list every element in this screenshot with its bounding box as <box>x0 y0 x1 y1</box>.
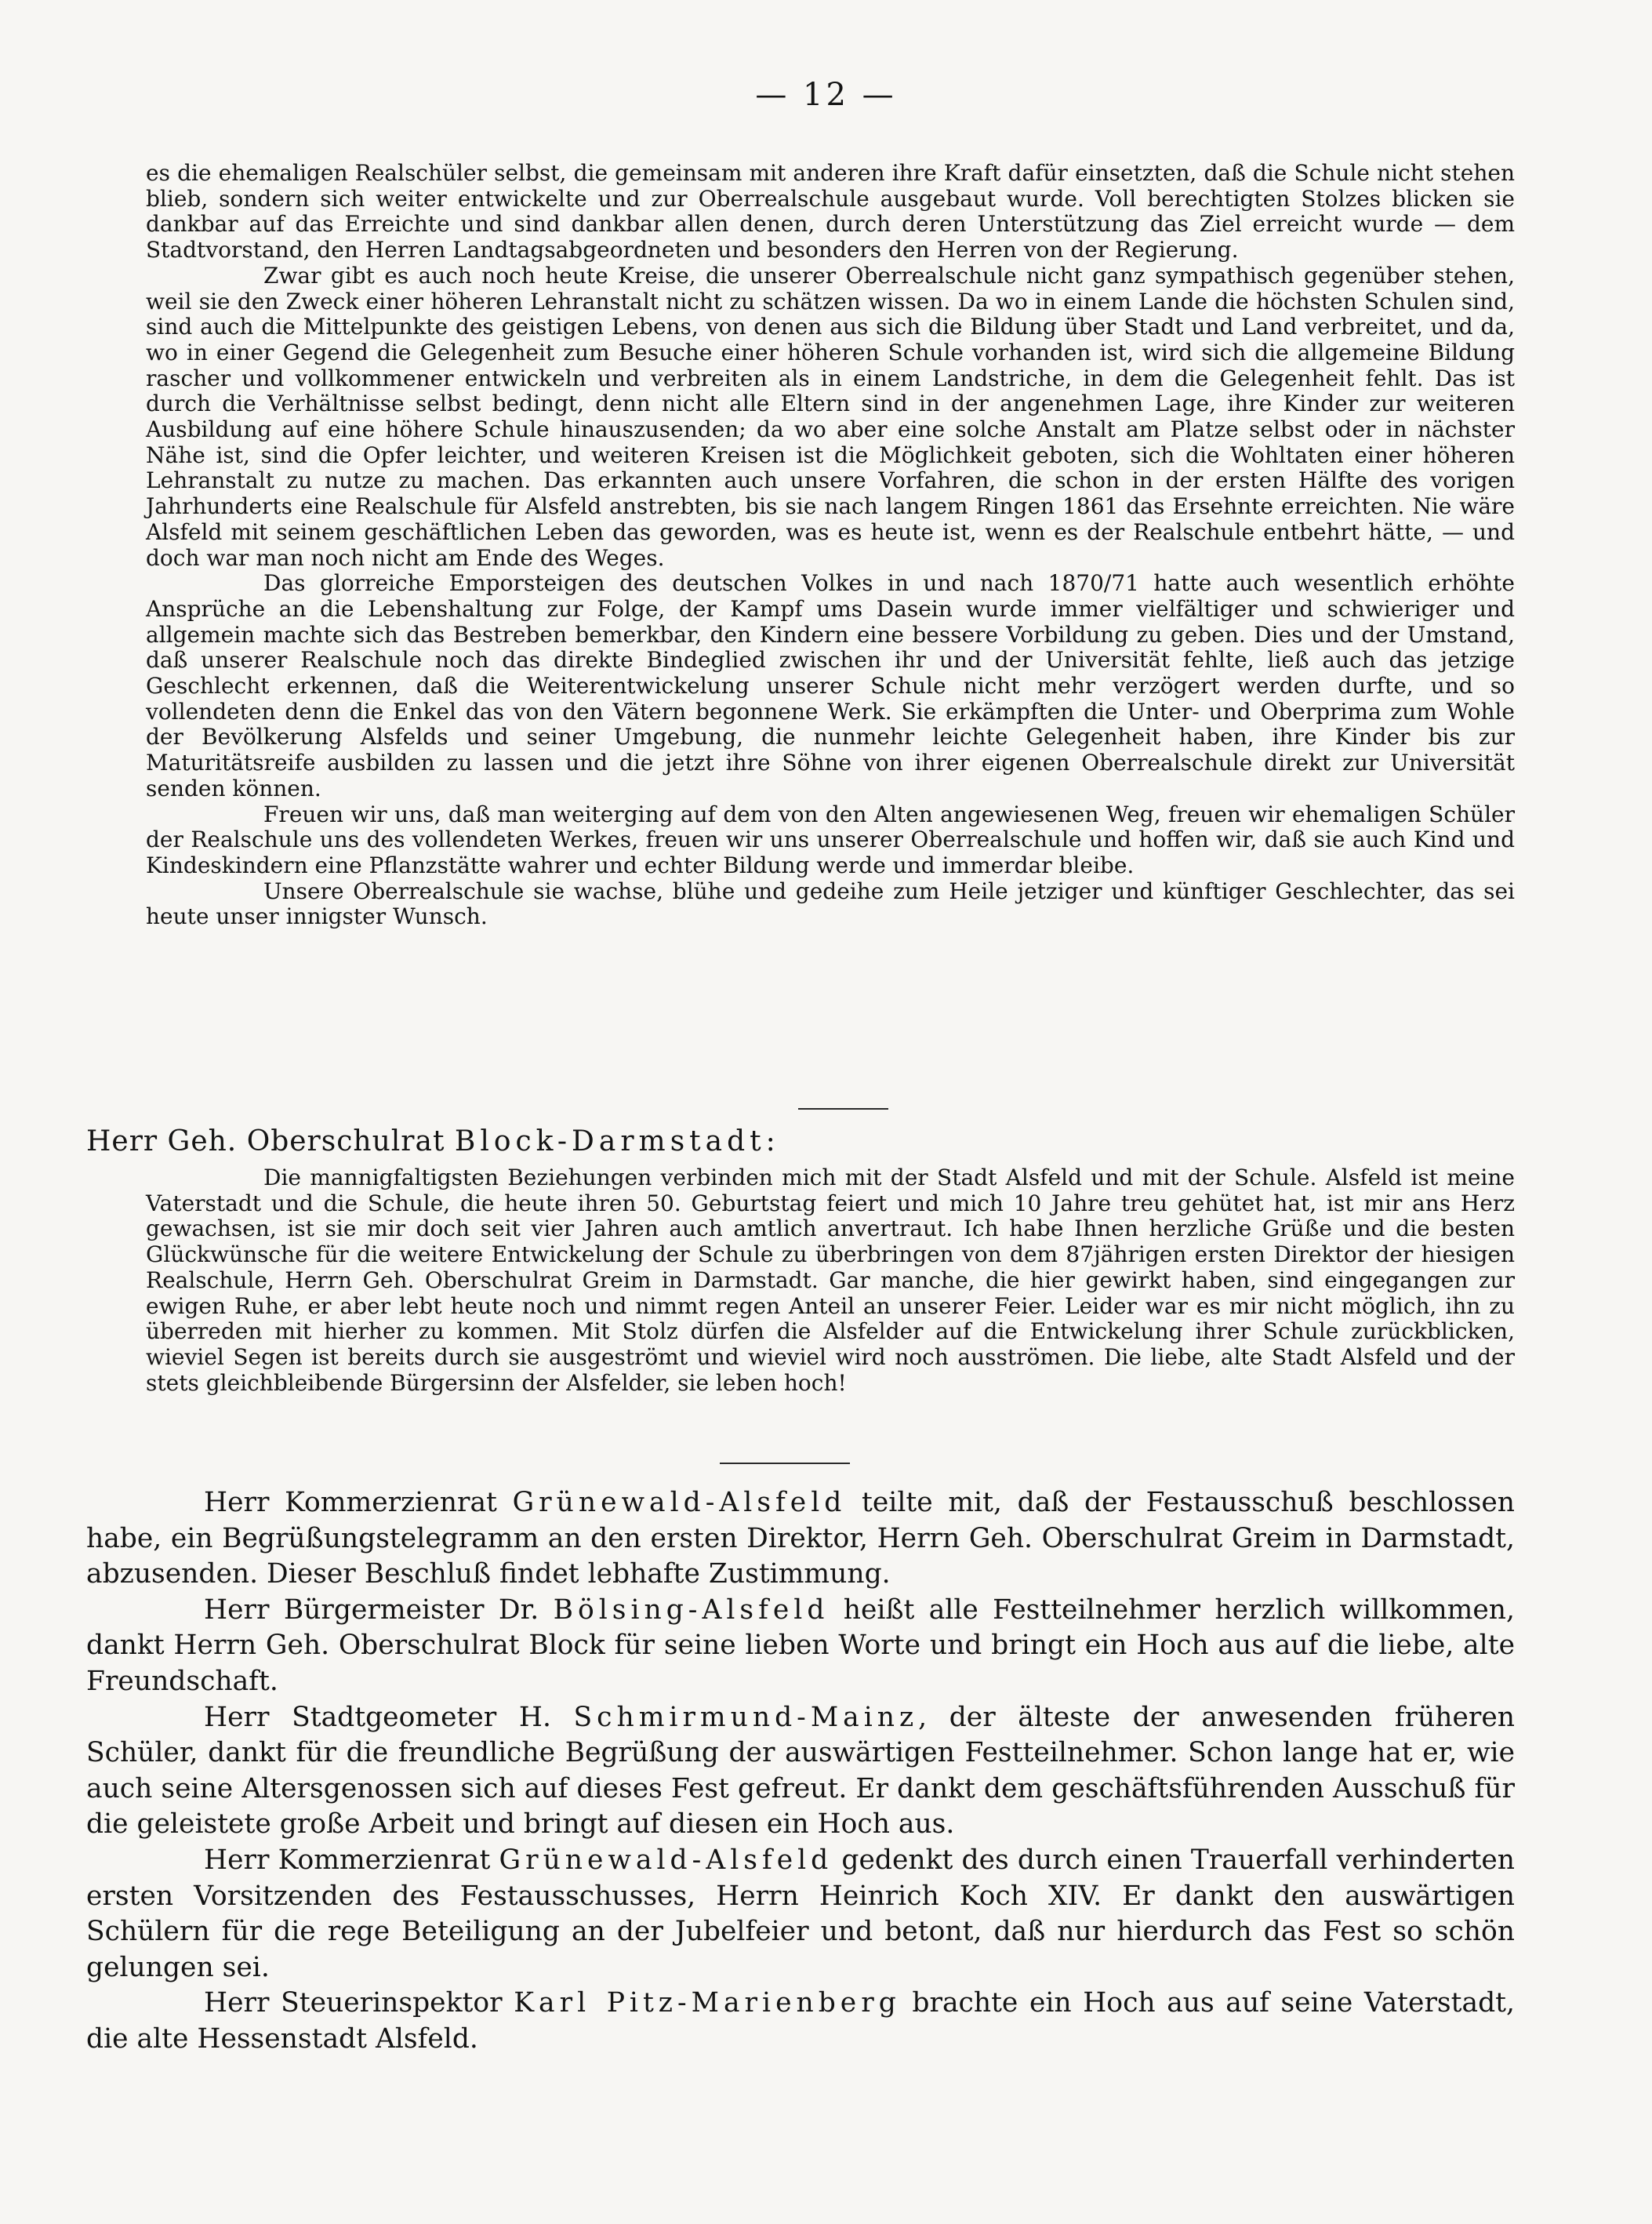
speaker-name: Schmirmund-Mainz <box>573 1701 919 1733</box>
section-divider <box>798 1108 888 1110</box>
paragraph: Herr Steuerinspektor Karl Pitz-Marienberg brachte ein Hoch aus auf seine Vaterstadt, die alte Hessenstadt Alsfeld. <box>86 1987 1515 2055</box>
speaker-name: Bölsing-Alsfeld <box>553 1594 830 1626</box>
section-block-speech <box>86 1126 1515 1157</box>
paragraph: Herr Bürgermeister Dr. Bölsing-Alsfeld heißt alle Festteilnehmer herzlich willkommen, dankt Herrn Geh. Oberschulrat Block für seine lieben Worte und bringt ein Hoch aus auf die liebe, alte Freundschaft. <box>86 1594 1515 1697</box>
paragraph: es die ehemaligen Realschüler selbst, die gemeinsam mit anderen ihre Kraft dafür einsetzten, daß die Schule nicht stehen blieb, sondern sich weiter entwickelte und zur Oberrealschule ausgebaut wurde. Voll berechtigten Stolzes blicken sie dankbar auf das Erreichte und sind dankbar allen denen, durch deren Unterstützung das Ziel erreicht wurde — dem Stadtvorstand, den Herren Landtagsabgeordneten und besonders den Herren von der Regierung. <box>146 160 1515 263</box>
section-divider <box>720 1463 850 1464</box>
section-proceedings <box>86 1485 1515 2058</box>
speaker-name: Block-Darmstadt: <box>454 1125 780 1157</box>
paragraph: Herr Stadtgeometer H. Schmirmund-Mainz, der älteste der anwesenden früheren Schüler, dankt für die freundliche Begrüßung der auswärtigen Festteilnehmer. Schon lange hat er, wie auch seine Altersgenossen sich auf dieses Fest gefreut. Er dankt dem geschäftsführenden Ausschuß für die geleistete große Arbeit und bringt auf diesen ein Hoch aus. <box>86 1701 1515 1841</box>
section-speech-continuation <box>146 161 1515 930</box>
paragraph: Die mannigfaltigsten Beziehungen verbinden mich mit der Stadt Alsfeld und mit der Schule. Alsfeld ist meine Vaterstadt und die Schule, die heute ihren 50. Geburtstag feiert und mich 10 Jahre treu gehütet hat, ist mir ans Herz gewachsen, ist sie mir doch seit vier Jahren auch amtlich anvertraut. Ich habe Ihnen herzliche Grüße und die besten Glückwünsche für die weitere Entwickelung der Schule zu überbringen von dem 87jährigen ersten Direktor der hiesigen Realschule, Herrn Geh. Oberschulrat Greim in Darmstadt. Gar manche, die hier gewirkt haben, sind eingegangen zur ewigen Ruhe, er aber lebt heute noch und nimmt regen Anteil an unserer Feier. Leider war es mir nicht möglich, ihn zu überreden mit hierher zu kommen. Mit Stolz dürfen die Alsfelder auf die Entwickelung ihrer Schule zurückblicken, wieviel Segen ist bereits durch sie ausgeströmt und wieviel wird noch ausströmen. Die liebe, alte Stadt Alsfeld und der stets gleichbleibende Bürgersinn der Alsfelder, sie leben hoch! <box>146 1165 1515 1396</box>
speaker-title: Herr Geh. Oberschulrat <box>86 1125 455 1157</box>
page-number: — 12 — <box>755 77 897 113</box>
speaker-name: Grünewald-Alsfeld <box>512 1487 847 1518</box>
speaker-heading <box>86 1126 1515 1157</box>
paragraph: Zwar gibt es auch noch heute Kreise, die unserer Oberrealschule nicht ganz sympathisch gegenüber stehen, weil sie den Zweck einer höheren Lehranstalt nicht zu schätzen wissen. Da wo in einem Lande die höchsten Schulen sind, sind auch die Mittelpunkte des geistigen Lebens, von denen aus sich die Bildung über Stadt und Land verbreitet, und da, wo in einer Gegend die Gelegenheit zum Besuche einer höheren Schule vorhanden ist, wird sich die allgemeine Bildung rascher und vollkommener entwickeln und verbreiten als in einem Landstriche, in dem die Gelegenheit fehlt. Das ist durch die Verhältnisse selbst bedingt, denn nicht alle Eltern sind in der angenehmen Lage, ihre Kinder zur weiteren Ausbildung auf eine höhere Schule hinauszusenden; da wo aber eine solche Anstalt am Platze selbst oder in nächster Nähe ist, sind die Opfer leichter, und weiteren Kreisen ist die Möglichkeit geboten, sich die Wohltaten einer höheren Lehranstalt zu nutze zu machen. Das erkannten auch unsere Vorfahren, die schon in der ersten Hälfte des vorigen Jahrhunderts eine Realschule für Alsfeld anstrebten, bis sie nach langem Ringen 1861 das Ersehnte erreichten. Nie wäre Alsfeld mit seinem geschäftlichen Leben das geworden, was es heute ist, wenn es der Realschule entbehrt hätte, — und doch war man noch nicht am Ende des Weges. <box>146 262 1515 571</box>
paragraph: Unsere Oberrealschule sie wachse, blühe und gedeihe zum Heile jetziger und künftiger Geschlechter, das sei heute unser innigster Wunsch. <box>146 878 1515 930</box>
block-speech-body <box>146 1165 1515 1396</box>
speaker-name: Grünewald-Alsfeld <box>499 1844 833 1876</box>
paragraph: Herr Kommerzienrat Grünewald-Alsfeld teilte mit, daß der Festausschuß beschlossen habe, ein Begrüßungstelegramm an den ersten Direktor, Herrn Geh. Oberschulrat Greim in Darmstadt, abzusenden. Dieser Beschluß findet lebhafte Zustimmung. <box>86 1487 1515 1590</box>
paragraph: Freuen wir uns, daß man weiterging auf dem von den Alten angewiesenen Weg, freuen wir ehemaligen Schüler der Realschule uns des vollendeten Werkes, freuen wir uns unserer Oberrealschule und hoffen wir, daß sie auch Kind und Kindeskindern eine Pflanzstätte wahrer und echter Bildung werde und immerdar bleibe. <box>146 801 1515 878</box>
paragraph: Herr Kommerzienrat Grünewald-Alsfeld gedenkt des durch einen Trauerfall verhinderten ersten Vorsitzenden des Festausschusses, Herrn Heinrich Koch XIV. Er dankt den auswärtigen Schülern für die rege Beteiligung an der Jubelfeier und betont, daß nur hierdurch das Fest so schön gelungen sei. <box>86 1844 1515 1983</box>
paragraph: Das glorreiche Emporsteigen des deutschen Volkes in und nach 1870/71 hatte auch wesentlich erhöhte Ansprüche an die Lebenshaltung zur Folge, der Kampf ums Dasein wurde immer vielfältiger und schwieriger und allgemein machte sich das Bestreben bemerkbar, den Kindern eine bessere Vorbildung zu geben. Dies und der Umstand, daß unserer Realschule noch das direkte Bindeglied zwischen ihr und der Universität fehlte, ließ auch das jetzige Geschlecht erkennen, daß die Weiterentwickelung unserer Schule nicht mehr verzögert werden durfte, und so vollendeten denn die Enkel das von den Vätern begonnene Werk. Sie erkämpften die Unter- und Oberprima zum Wohle der Bevölkerung Alsfelds und seiner Umgebung, die nunmehr leichte Gelegenheit haben, ihre Kinder bis zur Maturitätsreife ausbilden zu lassen und die jetzt ihre Söhne von ihrer eigenen Oberrealschule direkt zur Universität senden können. <box>146 570 1515 801</box>
speaker-name: Karl Pitz-Marienberg <box>514 1987 901 2019</box>
